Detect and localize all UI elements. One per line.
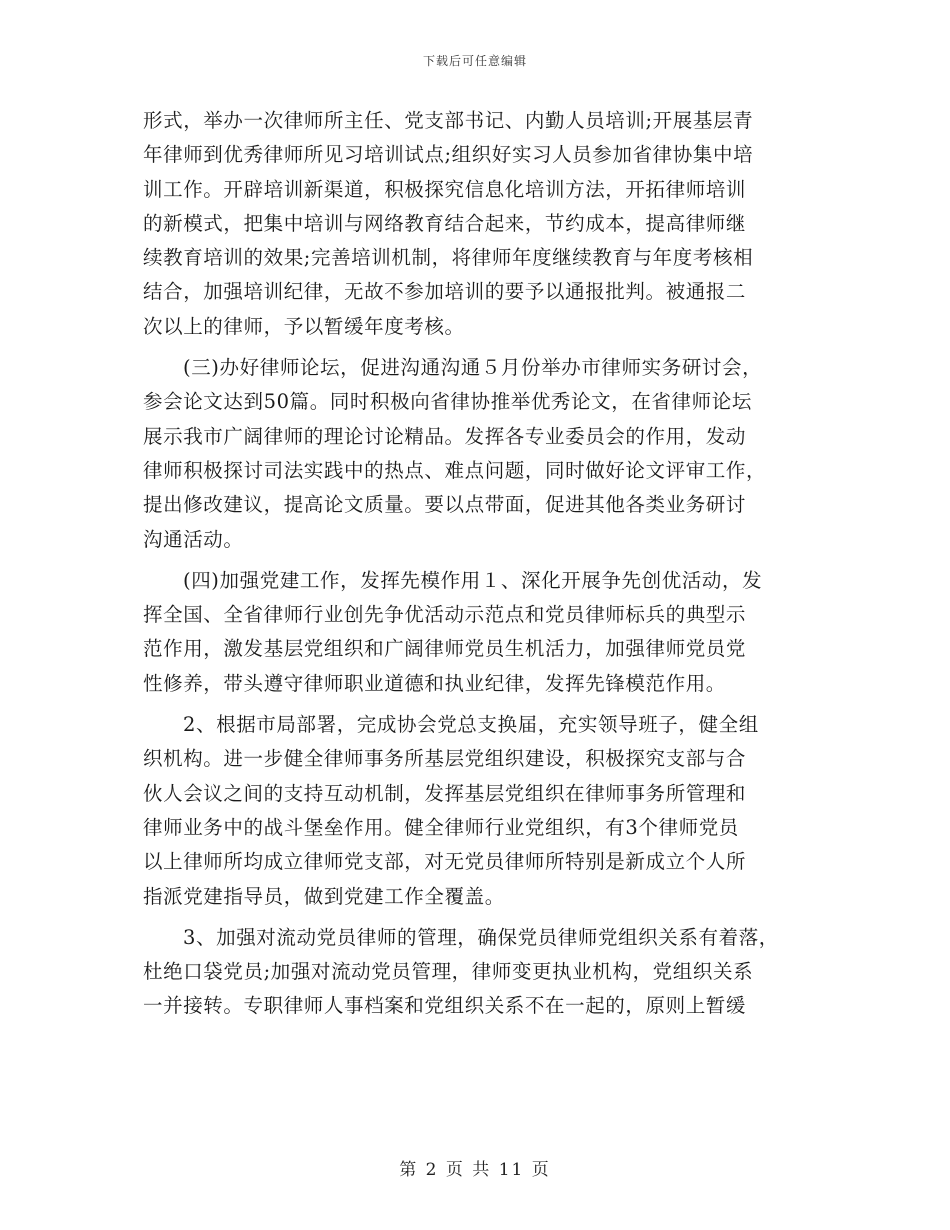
footer-prefix: 第: [399, 1160, 419, 1180]
text-line: (四)加强党建工作，发挥先模作用１、深化开展争先创优活动，发: [183, 568, 763, 592]
paragraph: [143, 708, 809, 914]
text-line: 展示我市广阔律师的理论讨论精品。发挥各专业委员会的作用，发动: [143, 424, 747, 448]
page-header: 下载后可任意编辑: [422, 54, 527, 68]
paragraph: [143, 564, 809, 701]
text-line: 提出修改建议，提高论文质量。要以点带面，促进其他各类业务研讨: [143, 493, 747, 517]
text-line: 参会论文达到50篇。同时积极向省律协推举优秀论文，在省律师论坛: [143, 390, 752, 414]
current-page-number: 2: [425, 1160, 439, 1180]
text-line: 年律师到优秀律师所见习培训试点;组织好实习人员参加省律协集中培: [143, 143, 754, 167]
text-line: 律师积极探讨司法实践中的热点、难点问题，同时做好论文评审工作，: [143, 458, 767, 482]
document-body: [143, 104, 809, 1024]
text-line: 伙人会议之间的支持互动机制，发挥基层党组织在律师事务所管理和: [143, 781, 747, 805]
text-line: 一并接转。专职律师人事档案和党组织关系不在一起的，原则上暂缓: [143, 994, 747, 1018]
text-line: 挥全国、全省律师行业创先争优活动示范点和党员律师标兵的典型示: [143, 603, 747, 627]
text-line: 次以上的律师，予以暂缓年度考核。: [143, 314, 465, 338]
text-line: 律师业务中的战斗堡垒作用。健全律师行业党组织，有3个律师党员: [143, 815, 739, 839]
text-line: 续教育培训的效果;完善培训机制，将律师年度继续教育与年度考核相: [143, 246, 754, 270]
text-line: 训工作。开辟培训新渠道，积极探究信息化培训方法，开拓律师培训: [143, 177, 747, 201]
footer-suffix: 页: [531, 1160, 551, 1180]
text-line: 性修养，带头遵守律师职业道德和执业纪律，发挥先锋模范作用。: [143, 671, 726, 695]
text-line: 沟通活动。: [143, 527, 244, 551]
text-line: 以上律师所均成立律师党支部，对无党员律师所特别是新成立个人所: [143, 850, 747, 874]
text-line: 结合，加强培训纪律，无故不参加培训的要予以通报批判。被通报二: [143, 280, 747, 304]
paragraph: [143, 351, 809, 557]
footer-middle: 页 共: [445, 1160, 492, 1180]
text-line: 3、加强对流动党员律师的管理，确保党员律师党组织关系有着落，: [183, 925, 779, 949]
text-line: 织机构。进一步健全律师事务所基层党组织建设，积极探究支部与合: [143, 747, 747, 771]
paragraph: [143, 921, 809, 1024]
text-line: 的新模式，把集中培训与网络教育结合起来，节约成本，提高律师继: [143, 211, 747, 235]
paragraph: [143, 104, 809, 344]
text-line: 指派党建指导员，做到党建工作全覆盖。: [143, 884, 505, 908]
text-line: 2、根据市局部署，完成协会党总支换届，充实领导班子，健全组: [183, 713, 759, 737]
text-line: 形式，举办一次律师所主任、党支部书记、内勤人员培训;开展基层青: [143, 109, 754, 132]
text-line: (三)办好律师论坛，促进沟通沟通５月份举办市律师实务研讨会，: [183, 356, 763, 380]
text-line: 杜绝口袋党员;加强对流动党员管理，律师变更执业机构，党组织关系: [143, 960, 754, 984]
total-page-count: 11: [498, 1160, 525, 1180]
page-footer: [0, 1155, 950, 1180]
text-line: 范作用，激发基层党组织和广阔律师党员生机活力，加强律师党员党: [143, 637, 747, 661]
